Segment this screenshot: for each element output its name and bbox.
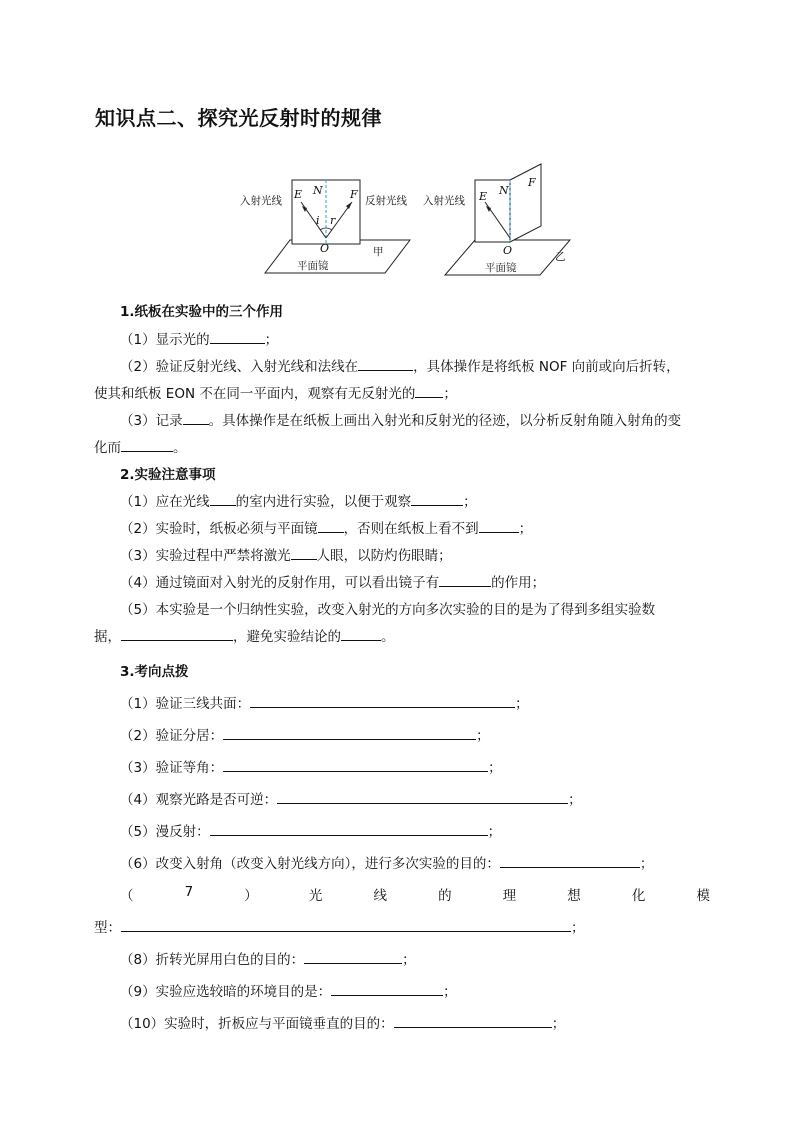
s3-item-6: （6）改变入射角（改变入射光线方向），进行多次实验的目的： ； xyxy=(120,852,710,872)
answer-line[interactable] xyxy=(331,981,443,996)
i-label-jia: i xyxy=(316,214,320,227)
blank[interactable] xyxy=(415,383,443,398)
s2-line-1: （1）应在光线 的室内进行实验，以便于观察 ； xyxy=(120,490,710,510)
answer-line[interactable] xyxy=(223,725,476,740)
s1-line-3: （3）记录 。具体操作是在纸板上画出入射光和反射光的径迹，以分析反射角随入射角的变 xyxy=(120,409,710,429)
section-2-title: 2.实验注意事项 xyxy=(120,467,216,483)
blank[interactable] xyxy=(341,626,381,641)
answer-line[interactable] xyxy=(210,821,488,836)
e-label-jia: E xyxy=(294,188,303,201)
blank[interactable] xyxy=(183,410,209,425)
answer-line[interactable] xyxy=(250,693,515,708)
incident-label-yi: 入射光线 xyxy=(423,195,465,207)
reflection-diagram xyxy=(235,160,575,285)
s3-item-10: （10）实验时，折板应与平面镜垂直的目的： ； xyxy=(120,1012,710,1032)
page-title: 知识点二、探究光反射时的规律 xyxy=(95,106,382,130)
section-3-title: 3.考向点拨 xyxy=(120,664,189,680)
s2-line-3: （3）实验过程中严禁将激光 人眼，以防灼伤眼睛； xyxy=(120,544,710,564)
s2-line-5-cont: 据， ，避免实验结论的 。 xyxy=(94,625,710,645)
mirror-plane-jia xyxy=(265,240,410,273)
s3-item-7-cont: 型： ； xyxy=(94,916,710,936)
blank[interactable] xyxy=(439,572,491,587)
blank[interactable] xyxy=(479,518,519,533)
incident-label-jia: 入射光线 xyxy=(240,195,282,207)
blank[interactable] xyxy=(210,491,236,506)
mirror-label-yi: 平面镜 xyxy=(485,262,517,274)
blank[interactable] xyxy=(210,329,265,344)
section-1-title: 1.纸板在实验中的三个作用 xyxy=(120,304,284,320)
blank[interactable] xyxy=(291,545,317,560)
s1-line-2-cont: 使其和纸板 EON 不在同一平面内，观察有无反射光的 ； xyxy=(94,382,710,402)
answer-line[interactable] xyxy=(223,757,488,772)
jia-label: 甲 xyxy=(373,246,384,258)
answer-line[interactable] xyxy=(277,789,568,804)
blank[interactable] xyxy=(121,437,173,452)
paper-board-f-yi xyxy=(510,164,541,242)
s3-item-1: （1）验证三线共面： ； xyxy=(120,692,710,712)
answer-line[interactable] xyxy=(121,917,571,932)
e-label-yi: E xyxy=(479,190,488,203)
s3-item-3: （3）验证等角： ； xyxy=(120,756,710,776)
s2-line-2: （2）实验时，纸板必须与平面镜 ，否则在纸板上看不到 ； xyxy=(120,517,710,537)
n-label-jia: N xyxy=(313,184,323,197)
blank[interactable] xyxy=(318,518,344,533)
s1-line-3-cont: 化而 。 xyxy=(94,436,710,456)
o-label-jia: O xyxy=(320,242,330,255)
s3-item-7: （ 7 ） 光 线 的 理 想 化 模 xyxy=(120,884,710,904)
s3-item-9: （9）实验应选较暗的环境目的是： ； xyxy=(120,980,710,1000)
blank[interactable] xyxy=(358,356,413,371)
blank[interactable] xyxy=(411,491,463,506)
f-label-jia: F xyxy=(350,188,358,201)
n-label-yi: N xyxy=(499,184,509,197)
reflected-label-jia: 反射光线 xyxy=(365,195,407,207)
s2-line-4: （4）通过镜面对入射光的反射作用，可以看出镜子有 的作用； xyxy=(120,571,710,591)
s3-item-4: （4）观察光路是否可逆： ； xyxy=(120,788,710,808)
mirror-label-jia: 平面镜 xyxy=(297,260,329,272)
s1-line-1: （1）显示光的 ； xyxy=(120,328,710,348)
r-label-jia: r xyxy=(330,214,336,227)
f-label-yi: F xyxy=(528,176,536,189)
answer-line[interactable] xyxy=(394,1013,552,1028)
s2-line-5: （5）本实验是一个归纳性实验，改变入射光的方向多次实验的目的是为了得到多组实验数 xyxy=(120,602,656,618)
s1-line-2: （2）验证反射光线、入射光线和法线在 ，具体操作是将纸板 NOF 向前或向后折转， xyxy=(120,355,710,375)
blank[interactable] xyxy=(121,626,233,641)
yi-label: 乙 xyxy=(555,251,566,263)
s3-item-8: （8）折转光屏用白色的目的： ； xyxy=(120,948,710,968)
answer-line[interactable] xyxy=(304,949,402,964)
s3-item-2: （2）验证分居： ； xyxy=(120,724,710,744)
answer-line[interactable] xyxy=(500,853,640,868)
s3-item-5: （5）漫反射： ； xyxy=(120,820,710,840)
o-label-yi: O xyxy=(503,244,513,257)
